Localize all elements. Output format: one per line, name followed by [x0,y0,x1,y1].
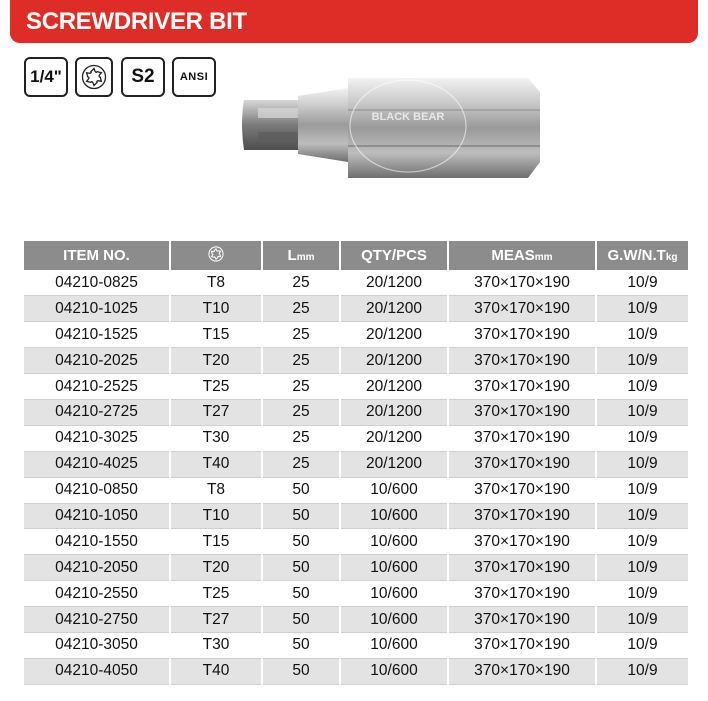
cell-qty: 10/600 [340,658,448,684]
cell-weight: 10/9 [596,270,688,296]
cell-item-no: 04210-1525 [24,322,170,348]
material-badge: S2 [121,57,165,97]
cell-qty: 20/1200 [340,374,448,400]
cell-item-no: 04210-0825 [24,270,170,296]
torx-star-icon [208,246,224,262]
cell-tip-size: T40 [170,658,262,684]
cell-tip-size: T27 [170,607,262,633]
cell-weight: 10/9 [596,451,688,477]
cell-item-no: 04210-4025 [24,451,170,477]
watermark-text: BLACK BEAR [371,111,445,123]
cell-tip-size: T20 [170,348,262,374]
cell-meas: 370×170×190 [448,607,596,633]
cell-qty: 10/600 [340,607,448,633]
cell-item-no: 04210-4050 [24,658,170,684]
cell-weight: 10/9 [596,425,688,451]
cell-meas: 370×170×190 [448,529,596,555]
cell-tip-size: T20 [170,555,262,581]
cell-tip-size: T30 [170,425,262,451]
title-bar [10,0,698,43]
cell-tip-size: T27 [170,399,262,425]
cell-length: 25 [262,348,340,374]
cell-weight: 10/9 [596,555,688,581]
cell-qty: 10/600 [340,555,448,581]
header-item-no: ITEM NO. [24,241,170,270]
table-row [24,529,688,555]
cell-qty: 10/600 [340,503,448,529]
cell-weight: 10/9 [596,658,688,684]
cell-weight: 10/9 [596,607,688,633]
cell-length: 50 [262,607,340,633]
cell-tip-size: T25 [170,581,262,607]
table-row [24,607,688,633]
cell-meas: 370×170×190 [448,581,596,607]
cell-item-no: 04210-1550 [24,529,170,555]
cell-item-no: 04210-2550 [24,581,170,607]
cell-meas: 370×170×190 [448,658,596,684]
cell-length: 50 [262,632,340,658]
cell-length: 25 [262,270,340,296]
cell-qty: 20/1200 [340,399,448,425]
table-row [24,296,688,322]
cell-tip-size: T30 [170,632,262,658]
cell-length: 25 [262,322,340,348]
cell-meas: 370×170×190 [448,477,596,503]
cell-tip-size: T25 [170,374,262,400]
cell-item-no: 04210-2025 [24,348,170,374]
cell-item-no: 04210-3025 [24,425,170,451]
cell-weight: 10/9 [596,296,688,322]
standard-badge: ANSI [172,57,216,97]
cell-qty: 20/1200 [340,425,448,451]
cell-item-no: 04210-0850 [24,477,170,503]
cell-weight: 10/9 [596,477,688,503]
cell-length: 50 [262,477,340,503]
cell-length: 50 [262,529,340,555]
cell-item-no: 04210-2750 [24,607,170,633]
cell-item-no: 04210-2050 [24,555,170,581]
drive-size-badge: 1/4" [24,57,68,97]
cell-weight: 10/9 [596,581,688,607]
cell-meas: 370×170×190 [448,322,596,348]
torx-star-icon [75,57,113,97]
cell-qty: 10/600 [340,581,448,607]
cell-meas: 370×170×190 [448,503,596,529]
table-row [24,581,688,607]
cell-tip-size: T15 [170,529,262,555]
header-tip-size [170,241,262,270]
cell-qty: 20/1200 [340,451,448,477]
table-row [24,632,688,658]
header-qty: QTY/PCS [340,241,448,270]
cell-item-no: 04210-2725 [24,399,170,425]
cell-item-no: 04210-1050 [24,503,170,529]
cell-length: 25 [262,451,340,477]
cell-weight: 10/9 [596,374,688,400]
header-meas: MEASmm [448,241,596,270]
table-row [24,399,688,425]
cell-tip-size: T10 [170,503,262,529]
cell-weight: 10/9 [596,399,688,425]
cell-meas: 370×170×190 [448,399,596,425]
cell-qty: 20/1200 [340,322,448,348]
cell-meas: 370×170×190 [448,632,596,658]
cell-qty: 10/600 [340,632,448,658]
cell-tip-size: T10 [170,296,262,322]
table-row [24,270,688,296]
cell-tip-size: T8 [170,270,262,296]
cell-length: 50 [262,658,340,684]
cell-weight: 10/9 [596,348,688,374]
table-row [24,425,688,451]
cell-length: 50 [262,581,340,607]
cell-length: 25 [262,296,340,322]
cell-weight: 10/9 [596,503,688,529]
table-row [24,348,688,374]
cell-length: 25 [262,374,340,400]
cell-qty: 10/600 [340,529,448,555]
header-length: Lmm [262,241,340,270]
cell-qty: 20/1200 [340,296,448,322]
table-row [24,477,688,503]
page-title: SCREWDRIVER BIT [26,8,247,35]
cell-length: 25 [262,425,340,451]
table-row [24,322,688,348]
cell-weight: 10/9 [596,632,688,658]
cell-meas: 370×170×190 [448,451,596,477]
cell-meas: 370×170×190 [448,348,596,374]
cell-length: 25 [262,399,340,425]
cell-item-no: 04210-3050 [24,632,170,658]
table-row [24,555,688,581]
torx-bit-image [238,70,558,200]
cell-tip-size: T8 [170,477,262,503]
spec-table [24,241,688,685]
cell-meas: 370×170×190 [448,270,596,296]
cell-qty: 10/600 [340,477,448,503]
table-row [24,503,688,529]
cell-length: 50 [262,503,340,529]
cell-meas: 370×170×190 [448,374,596,400]
cell-item-no: 04210-1025 [24,296,170,322]
cell-meas: 370×170×190 [448,425,596,451]
cell-qty: 20/1200 [340,348,448,374]
cell-item-no: 04210-2525 [24,374,170,400]
cell-meas: 370×170×190 [448,296,596,322]
table-row [24,451,688,477]
table-header [24,241,688,270]
cell-weight: 10/9 [596,529,688,555]
header-weight: G.W/N.Tkg [596,241,688,270]
table-row [24,374,688,400]
cell-tip-size: T40 [170,451,262,477]
cell-meas: 370×170×190 [448,555,596,581]
cell-weight: 10/9 [596,322,688,348]
table-row [24,658,688,684]
cell-length: 50 [262,555,340,581]
cell-qty: 20/1200 [340,270,448,296]
cell-tip-size: T15 [170,322,262,348]
